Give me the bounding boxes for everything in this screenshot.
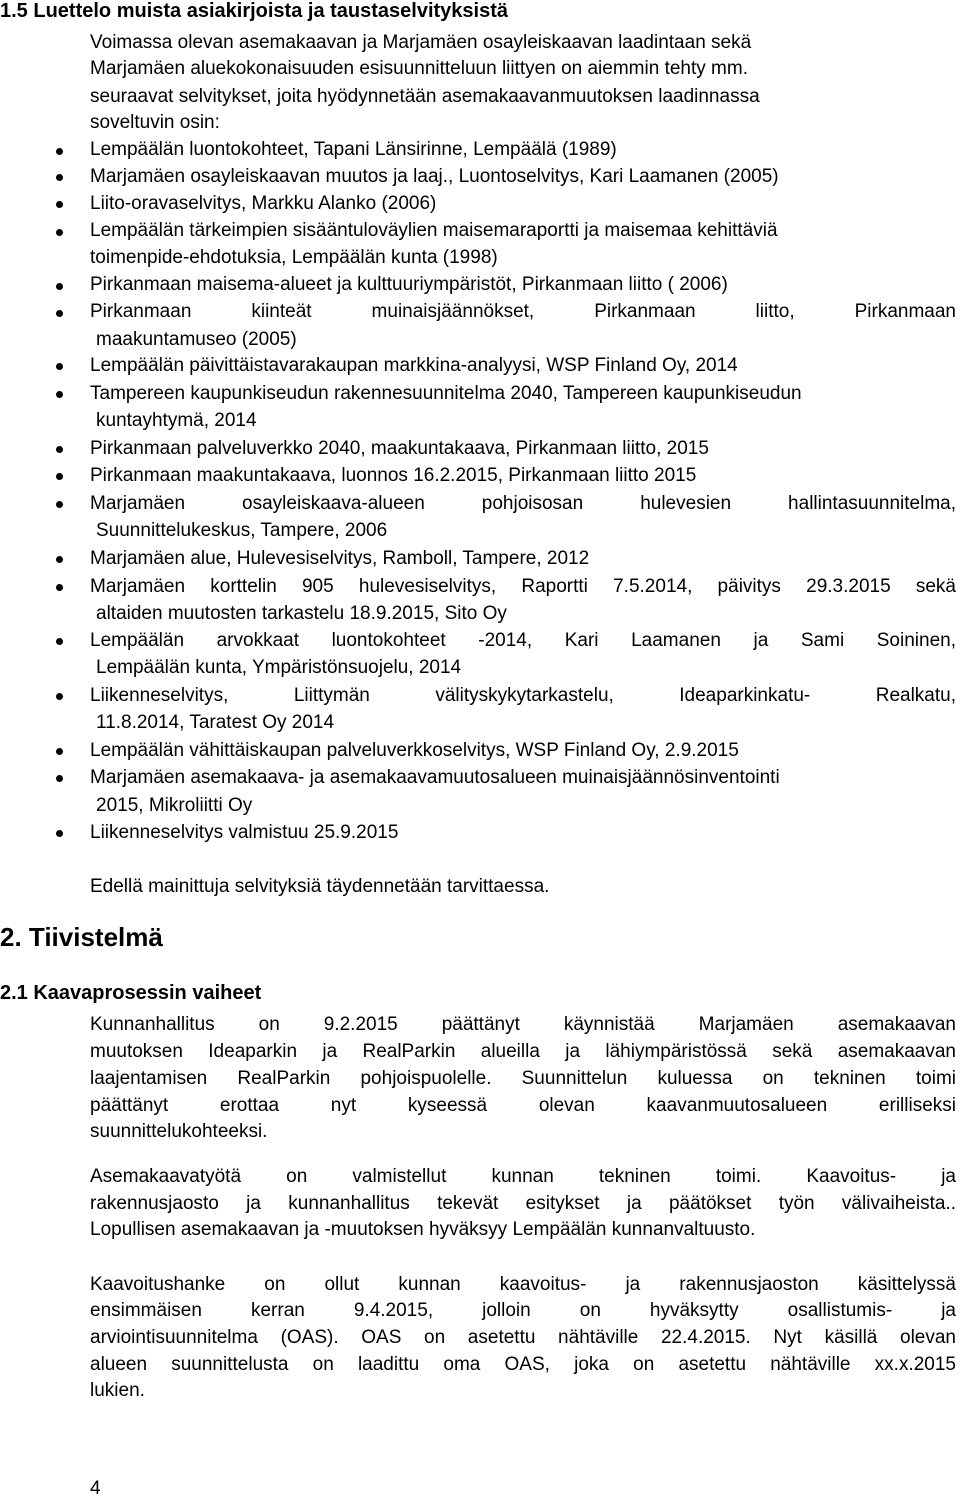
bullet-dot-icon	[56, 148, 63, 155]
bullet-dot-icon	[56, 748, 63, 755]
intro-line: Voimassa olevan asemakaavan ja Marjamäen osayleiskaavan laadintaan sekä	[90, 32, 752, 53]
list-item: Pirkanmaan kiinteät muinaisjäännökset, Pirkanmaan liitto, Pirkanmaan	[90, 301, 956, 322]
bullet-dot-icon	[56, 584, 63, 591]
paragraph-line: Kunnanhallitus on 9.2.2015 päättänyt käynnistää Marjamäen asemakaavan	[90, 1014, 956, 1035]
paragraph-line: alueen suunnittelusta on laadittu oma OAS, joka on asetettu nähtäville xx.x.2015	[90, 1354, 956, 1375]
list-item: Liikenneselvitys valmistuu 25.9.2015	[90, 822, 399, 843]
bullet-dot-icon	[56, 638, 63, 645]
bullet-dot-icon	[56, 363, 63, 370]
section-heading-2: 2. Tiivistelmä	[0, 922, 163, 952]
section-heading-2-1: 2.1 Kaavaprosessin vaiheet	[0, 982, 262, 1004]
paragraph-line: Asemakaavatyötä on valmistellut kunnan tekninen toimi. Kaavoitus- ja	[90, 1166, 956, 1187]
list-item-continuation: 11.8.2014, Taratest Oy 2014	[96, 712, 335, 733]
list-item: Marjamäen osayleiskaava-alueen pohjoisosan hulevesien hallintasuunnitelma,	[90, 493, 956, 514]
bullet-dot-icon	[56, 174, 63, 181]
bullet-dot-icon	[56, 693, 63, 700]
bullet-dot-icon	[56, 556, 63, 563]
paragraph-line: ensimmäisen kerran 9.4.2015, jolloin on hyväksytty osallistumis- ja	[90, 1300, 956, 1321]
list-item: Pirkanmaan maakuntakaava, luonnos 16.2.2015, Pirkanmaan liitto 2015	[90, 465, 697, 486]
bullet-dot-icon	[56, 229, 63, 236]
page-number: 4	[90, 1478, 101, 1499]
paragraph-line: päättänyt erottaa nyt kyseessä olevan kaavanmuutosalueen erilliseksi	[90, 1095, 956, 1116]
bullet-dot-icon	[56, 473, 63, 480]
list-item: Lempäälän arvokkaat luontokohteet -2014, Kari Laamanen ja Sami Soininen,	[90, 630, 956, 651]
paragraph-line: lukien.	[90, 1380, 145, 1401]
paragraph-line: Lopullisen asemakaavan ja -muutoksen hyväksyy Lempäälän kunnanvaltuusto.	[90, 1219, 756, 1240]
bullet-dot-icon	[56, 501, 63, 508]
list-item-continuation: Suunnittelukeskus, Tampere, 2006	[96, 520, 388, 541]
list-item-continuation: maakuntamuseo (2005)	[96, 329, 297, 350]
list-item-continuation: Lempäälän kunta, Ympäristönsuojelu, 2014	[96, 657, 462, 678]
list-item: Tampereen kaupunkiseudun rakennesuunnitelma 2040, Tampereen kaupunkiseudun	[90, 383, 802, 404]
intro-line: soveltuvin osin:	[90, 112, 220, 133]
bullet-dot-icon	[56, 201, 63, 208]
paragraph-line: suunnittelukohteeksi.	[90, 1121, 268, 1142]
list-item: Marjamäen alue, Hulevesiselvitys, Ramboll, Tampere, 2012	[90, 548, 590, 569]
list-item-continuation: 2015, Mikroliitti Oy	[96, 795, 253, 816]
bullet-dot-icon	[56, 830, 63, 837]
list-item: Lempäälän tärkeimpien sisääntuloväylien maisemaraportti ja maisemaa kehittäviä	[90, 220, 778, 241]
bullet-dot-icon	[56, 310, 63, 317]
list-item-continuation: kuntayhtymä, 2014	[96, 410, 257, 431]
list-item: Marjamäen asemakaava- ja asemakaavamuutosalueen muinaisjäännösinventointi	[90, 767, 780, 788]
list-item: Lempäälän luontokohteet, Tapani Länsirinne, Lempäälä (1989)	[90, 139, 617, 160]
list-item-continuation: toimenpide-ehdotuksia, Lempäälän kunta (1998)	[90, 247, 498, 268]
bullet-dot-icon	[56, 391, 63, 398]
list-item: Marjamäen osayleiskaavan muutos ja laaj., Luontoselvitys, Kari Laamanen (2005)	[90, 166, 779, 187]
bullet-dot-icon	[56, 775, 63, 782]
list-item: Liito-oravaselvitys, Markku Alanko (2006)	[90, 193, 437, 214]
list-item-continuation: altaiden muutosten tarkastelu 18.9.2015, Sito Oy	[96, 603, 507, 624]
paragraph-line: Kaavoitushanke on ollut kunnan kaavoitus- ja rakennusjaoston käsittelyssä	[90, 1274, 956, 1295]
list-item: Pirkanmaan maisema-alueet ja kulttuuriympäristöt, Pirkanmaan liitto ( 2006)	[90, 274, 728, 295]
bullet-dot-icon	[56, 446, 63, 453]
list-item: Lempäälän vähittäiskaupan palveluverkkoselvitys, WSP Finland Oy, 2.9.2015	[90, 740, 739, 761]
list-item: Liikenneselvitys, Liittymän välityskykytarkastelu, Ideaparkinkatu- Realkatu,	[90, 685, 956, 706]
list-item: Marjamäen korttelin 905 hulevesiselvitys, Raportti 7.5.2014, päivitys 29.3.2015 sekä	[90, 576, 956, 597]
paragraph-line: muutoksen Ideaparkin ja RealParkin alueilla ja lähiympäristössä sekä asemakaavan	[90, 1041, 956, 1062]
intro-line: Marjamäen aluekokonaisuuden esisuunnitteluun liittyen on aiemmin tehty mm.	[90, 58, 748, 79]
paragraph-line: laajentamisen RealParkin pohjoispuolelle. Suunnittelun kuluessa on tekninen toimi	[90, 1068, 956, 1089]
list-item: Lempäälän päivittäistavarakaupan markkina-analyysi, WSP Finland Oy, 2014	[90, 355, 738, 376]
closing-sentence: Edellä mainittuja selvityksiä täydennetään tarvittaessa.	[90, 876, 550, 897]
list-item: Pirkanmaan palveluverkko 2040, maakuntakaava, Pirkanmaan liitto, 2015	[90, 438, 709, 459]
paragraph-line: arviointisuunnitelma (OAS). OAS on asetettu nähtäville 22.4.2015. Nyt käsillä olevan	[90, 1327, 956, 1348]
section-heading-1-5: 1.5 Luettelo muista asiakirjoista ja taustaselvityksistä	[0, 0, 509, 22]
intro-line: seuraavat selvitykset, joita hyödynnetään asemakaavanmuutoksen laadinnassa	[90, 86, 760, 107]
bullet-dot-icon	[56, 283, 63, 290]
paragraph-line: rakennusjaosto ja kunnanhallitus tekevät esitykset ja päätökset työn välivaiheista..	[90, 1193, 956, 1214]
